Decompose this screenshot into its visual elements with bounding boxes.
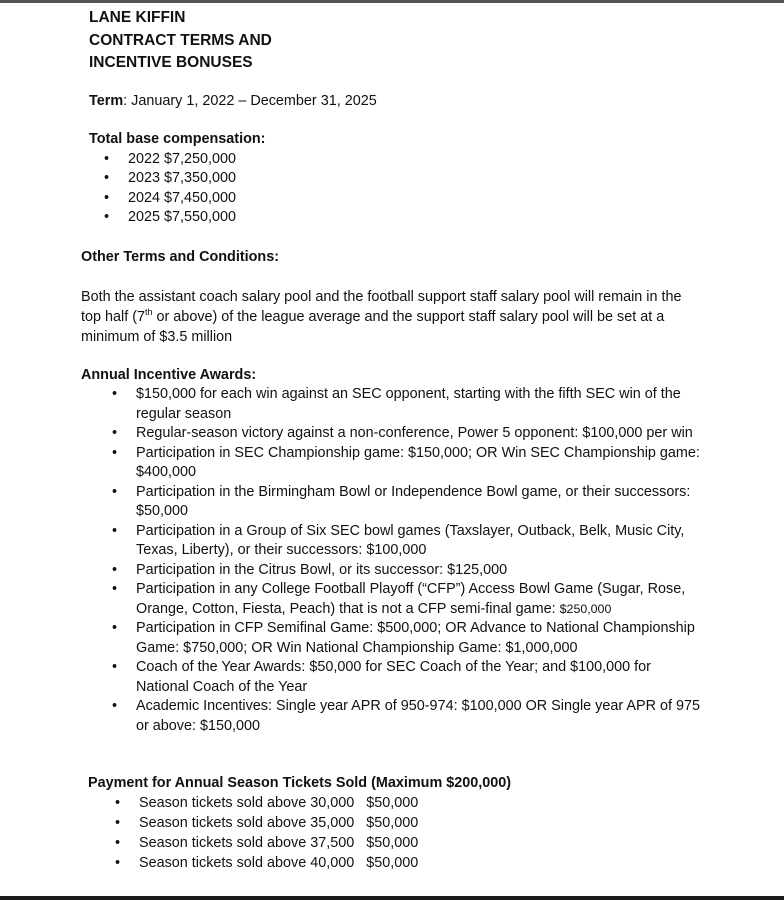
document-title [89, 7, 272, 75]
list-item: • Participation in CFP Semifinal Game: $500,000; OR Advance to National Championship Game: $750,000; OR Win National Championship Game: $1,000,000 [81, 619, 701, 658]
title-line-2: CONTRACT TERMS AND [89, 31, 272, 49]
other-terms-text-2: or above) of the league average and the support staff salary pool will be set at a minimum of $3.5 million [81, 308, 665, 345]
base-compensation-list [89, 150, 265, 228]
ordinal-superscript: th [145, 307, 153, 317]
list-item [88, 853, 418, 873]
ticket-amount: $50,000 [366, 855, 419, 871]
list-item: • 2024 $7,450,000 [89, 189, 265, 209]
list-item: • $150,000 for each win against an SEC opponent, starting with the fifth SEC win of the regular season [81, 385, 701, 424]
other-terms-heading: Other Terms and Conditions: [81, 249, 280, 265]
list-item: • Participation in the Birmingham Bowl or Independence Bowl game, or their successors: $50,000 [81, 483, 701, 522]
list-item [88, 833, 418, 853]
ticket-amount: $50,000 [366, 815, 419, 831]
title-line-1: LANE KIFFIN [89, 9, 186, 26]
term-label: Term [89, 93, 124, 109]
list-item: • 2023 $7,350,000 [89, 169, 265, 189]
list-item [81, 580, 701, 619]
title-line-3: INCENTIVE BONUSES [89, 54, 253, 71]
other-terms-text-1: Both the assistant coach salary pool and the football support staff salary pool will remain in the top half (7 [81, 289, 682, 325]
list-item: • Regular-season victory against a non-conference, Power 5 opponent: $100,000 per win [81, 424, 701, 444]
ticket-threshold: Season tickets sold above 35,000 [139, 815, 355, 831]
incentives-heading: Annual Incentive Awards: [81, 367, 257, 383]
list-item: • 2025 $7,550,000 [89, 208, 265, 228]
cfp-access-bowl-text: Participation in any College Football Playoff (“CFP”) Access Bowl Game (Sugar, Rose, Orange, Cotton, Fiesta, Peach) that is not a CFP semi-final game: [136, 581, 686, 617]
list-item: • Participation in SEC Championship game: $150,000; OR Win SEC Championship game: $400,000 [81, 444, 701, 483]
ticket-amount: $50,000 [366, 795, 419, 811]
base-compensation-heading: Total base compensation: [89, 131, 266, 147]
bottom-border [0, 896, 784, 900]
season-tickets-list [88, 793, 418, 873]
term-line [89, 92, 377, 112]
list-item [88, 793, 418, 813]
ticket-amount: $50,000 [366, 835, 419, 851]
ticket-threshold: Season tickets sold above 30,000 [139, 795, 355, 811]
season-tickets-heading: Payment for Annual Season Tickets Sold (Maximum $200,000) [88, 775, 512, 791]
list-item: • Academic Incentives: Single year APR of 950-974: $100,000 OR Single year APR of 975 or above: $150,000 [81, 697, 701, 736]
ticket-threshold: Season tickets sold above 40,000 [139, 855, 355, 871]
list-item: • Coach of the Year Awards: $50,000 for SEC Coach of the Year; and $100,000 for National Coach of the Year [81, 658, 701, 697]
cfp-access-bowl-amount: $250,000 [559, 601, 612, 616]
base-compensation-section [89, 130, 265, 228]
list-item: • Participation in the Citrus Bowl, or its successor: $125,000 [81, 561, 701, 581]
other-terms-paragraph [81, 288, 691, 347]
list-item: • Participation in a Group of Six SEC bowl games (Taxslayer, Outback, Belk, Music City, Texas, Liberty), or their successors: $100,000 [81, 522, 701, 561]
term-value: : January 1, 2022 – December 31, 2025 [123, 93, 377, 109]
list-item: • 2022 $7,250,000 [89, 150, 265, 170]
incentives-list [81, 385, 701, 736]
ticket-threshold: Season tickets sold above 37,500 [139, 835, 355, 851]
list-item [88, 813, 418, 833]
